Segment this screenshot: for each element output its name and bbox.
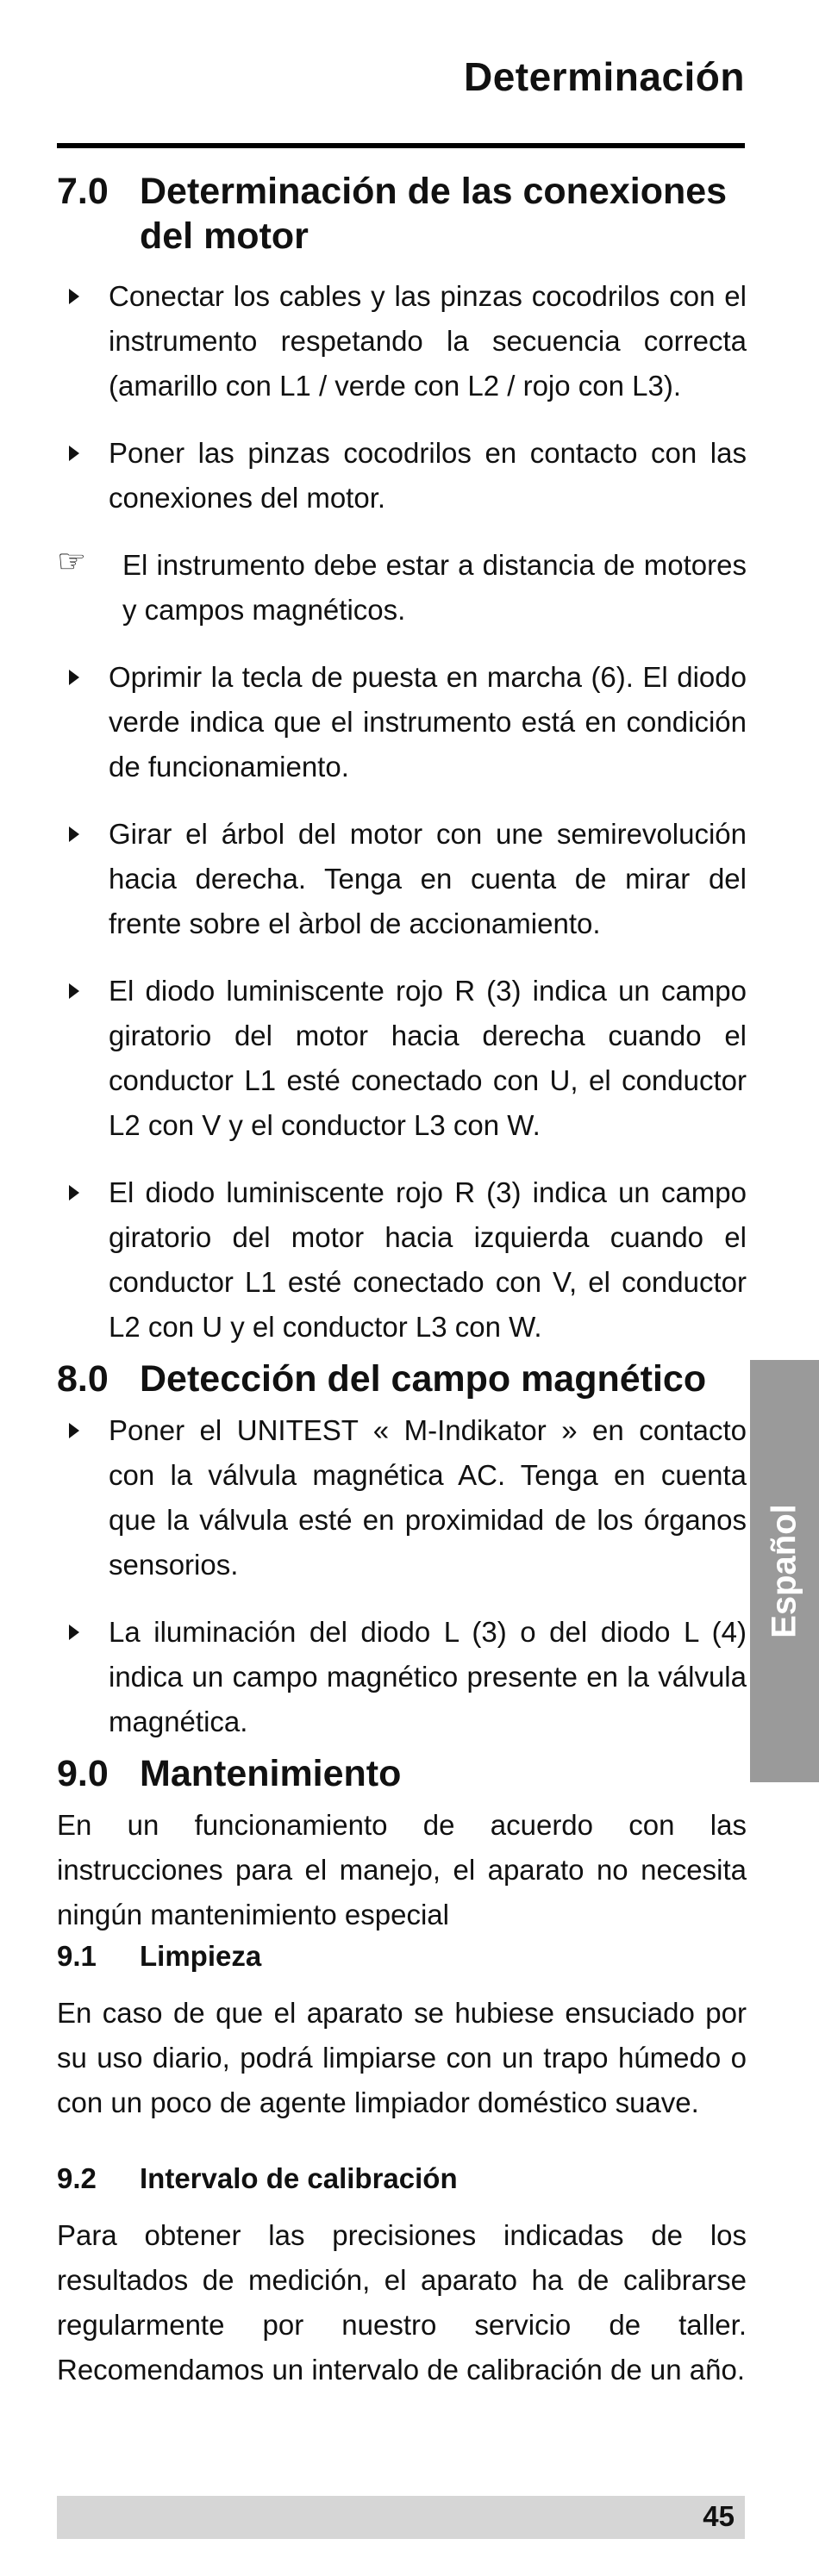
- list-item-text: Poner las pinzas cocodrilos en contacto con las conexiones del motor.: [109, 437, 747, 514]
- section-8-list: [57, 1408, 747, 1744]
- header-divider: [57, 143, 745, 148]
- list-item-text: El diodo luminiscente rojo R (3) indica un campo giratorio del motor hacia izquierda cuando el conductor L1 esté conectado con V, el conductor L2 con U y el conductor L3 con W.: [109, 1176, 747, 1343]
- section-7-heading: [57, 169, 747, 259]
- section-9-heading: [57, 1751, 747, 1796]
- list-item: [57, 274, 747, 409]
- section-number: 8.0: [57, 1358, 109, 1400]
- list-item-text: Girar el árbol del motor con une semirevolución hacia derecha. Tenga en cuenta de mirar del frente sobre el àrbol de accionamiento.: [109, 818, 747, 939]
- subsection-number: 9.2: [57, 2162, 97, 2194]
- bullet-arrow-icon: [69, 446, 79, 461]
- section-7-list: [57, 274, 747, 521]
- bullet-arrow-icon: [69, 670, 79, 685]
- page-header-title: Determinación: [463, 54, 745, 99]
- bullet-arrow-icon: [69, 1625, 79, 1640]
- language-tab: [750, 1360, 819, 1782]
- bullet-arrow-icon: [69, 289, 79, 304]
- language-tab-label: Español: [765, 1504, 803, 1638]
- page-content: [57, 169, 747, 2392]
- list-item-text: El diodo luminiscente rojo R (3) indica un campo giratorio del motor hacia derecha cuando el conductor L1 esté conectado con U, el conductor L2 con V y el conductor L3 con W.: [109, 975, 747, 1141]
- bullet-arrow-icon: [69, 983, 79, 999]
- section-9-text: En un funcionamiento de acuerdo con las instrucciones para el manejo, el aparato no necesita ningún mantenimiento especial: [57, 1809, 747, 1930]
- list-item-text: Conectar los cables y las pinzas cocodrilos con el instrumento respetando la secuencia correcta (amarillo con L1 / verde con L2 / rojo con L3).: [109, 280, 747, 402]
- bullet-arrow-icon: [69, 1185, 79, 1201]
- note-text: El instrumento debe estar a distancia de motores y campos magnéticos.: [122, 549, 747, 626]
- list-item: [57, 1610, 747, 1744]
- list-item: [57, 812, 747, 946]
- list-item-text: La iluminación del diodo L (3) o del diodo L (4) indica un campo magnético presente en la válvula magnética.: [109, 1616, 747, 1737]
- list-item: [57, 1408, 747, 1587]
- list-item: [57, 969, 747, 1148]
- page-number: 45: [703, 2500, 735, 2532]
- bullet-arrow-icon: [69, 1423, 79, 1438]
- list-item: [57, 431, 747, 521]
- subsection-9-2-heading: [57, 2160, 747, 2198]
- section-number: 7.0: [57, 171, 109, 212]
- list-item-text: Poner el UNITEST « M-Indikator » en contacto con la válvula magnética AC. Tenga en cuenta que la válvula esté en proximidad de los órganos sensorios.: [109, 1414, 747, 1581]
- subsection-9-2-text: Para obtener las precisiones indicadas de los resultados de medición, el aparato ha de calibrarse regularmente por nuestro servicio de taller. Recomendamos un intervalo de calibración de un año.: [57, 2219, 747, 2386]
- subsection-title: Intervalo de calibración: [140, 2162, 458, 2194]
- subsection-9-1-text: En caso de que el aparato se hubiese ensuciado por su uso diario, podrá limpiarse con un trapo húmedo o con un poco de agente limpiador doméstico suave.: [57, 1997, 747, 2118]
- list-item: [57, 655, 747, 789]
- note: [57, 543, 747, 633]
- section-8-heading: [57, 1357, 747, 1401]
- section-title: Mantenimiento: [140, 1753, 402, 1794]
- list-item: [57, 1170, 747, 1350]
- subsection-number: 9.1: [57, 1940, 97, 1972]
- section-7-list-continued: [57, 655, 747, 1350]
- bullet-arrow-icon: [69, 826, 79, 842]
- footer-bar: [57, 2496, 745, 2539]
- list-item-text: Oprimir la tecla de puesta en marcha (6). El diodo verde indica que el instrumento está en condición de funcionamiento.: [109, 661, 747, 783]
- subsection-9-1-heading: [57, 1937, 747, 1975]
- pointing-hand-icon: ☞: [57, 544, 87, 580]
- section-title: Detección del campo magnético: [140, 1358, 707, 1400]
- section-title: Determinación de las conexiones del motor: [140, 171, 728, 257]
- subsection-title: Limpieza: [140, 1940, 262, 1972]
- section-number: 9.0: [57, 1753, 109, 1794]
